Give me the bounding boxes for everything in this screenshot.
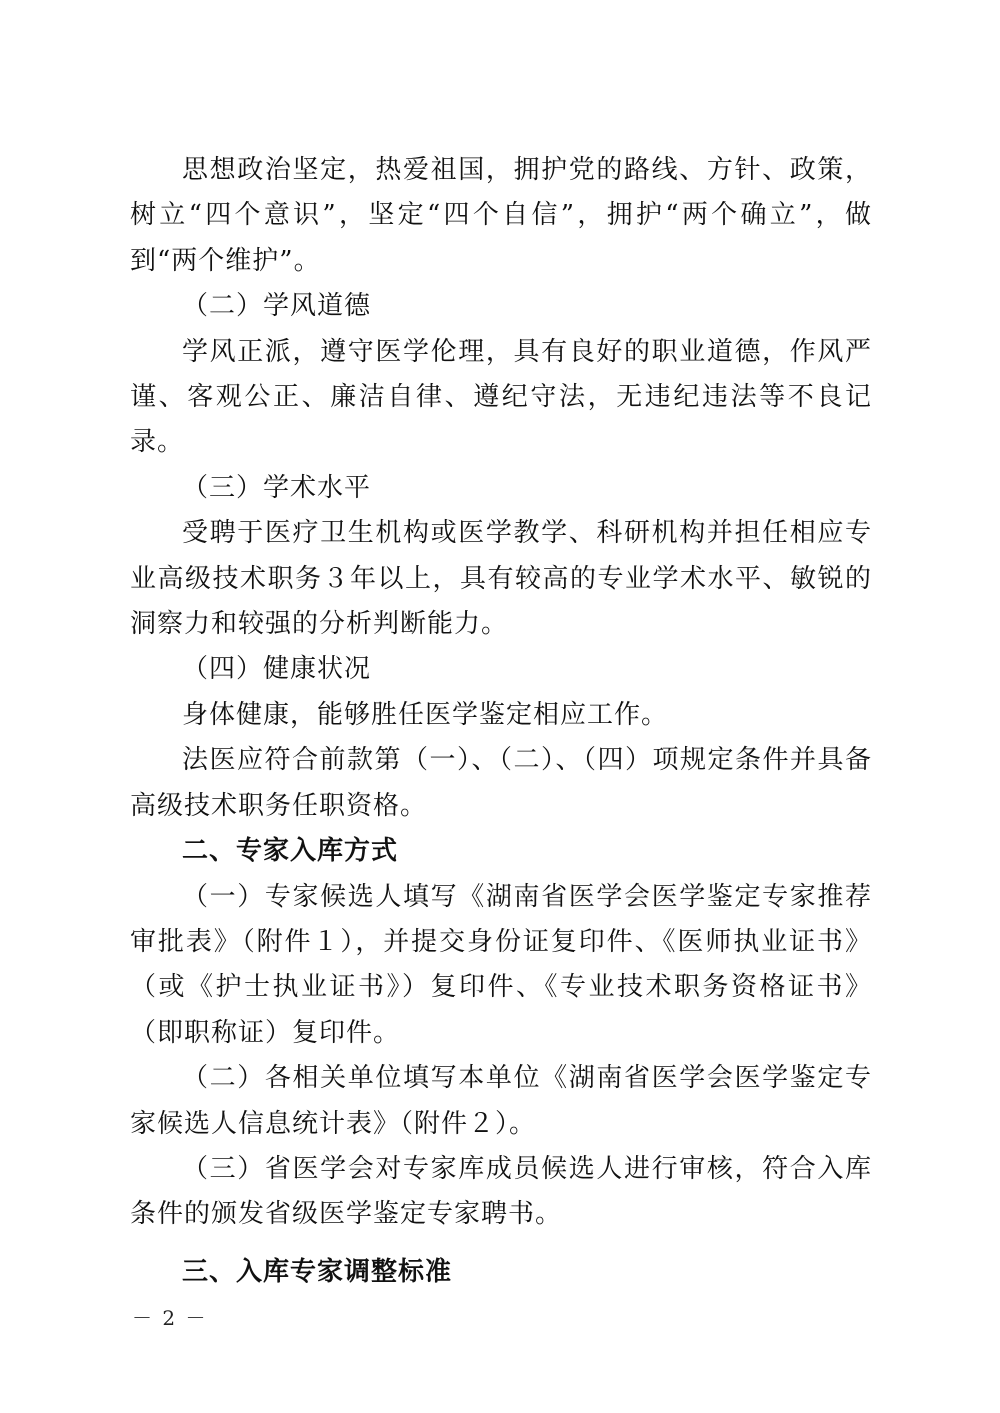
paragraph-admission-step-1: （一）专家候选人填写《湖南省医学会医学鉴定专家推荐审批表》（附件１），并提交身份证复印件、《医师执业证书》（或《护士执业证书》）复印件、《专业技术职务资格证书》（即职称证）复印件。: [130, 881, 872, 1048]
subheading-health-status: （四）健康状况: [182, 654, 372, 685]
paragraph-political-requirements: 思想政治坚定，热爱祖国，拥护党的路线、方针、政策，树立“四个意识”，坚定“四个自信”，拥护“两个确立”，做到“两个维护”。: [130, 155, 872, 276]
paragraph-health-status: 身体健康，能够胜任医学鉴定相应工作。: [182, 699, 669, 730]
subheading-academic-level: （三）学术水平: [182, 472, 372, 503]
heading-expert-admission-method: 二、专家入库方式: [182, 836, 399, 867]
paragraph-admission-step-3: （三）省医学会对专家库成员候选人进行审核，符合入库条件的颁发省级医学鉴定专家聘书。: [130, 1153, 872, 1230]
document-body: [130, 148, 872, 1295]
paragraph-admission-step-2: （二）各相关单位填写本单位《湖南省医学会医学鉴定专家候选人信息统计表》（附件２）。: [130, 1063, 872, 1139]
paragraph-academic-ethics: 学风正派，遵守医学伦理，具有良好的职业道德，作风严谨、客观公正、廉洁自律、遵纪守法，无违纪违法等不良记录。: [130, 336, 872, 458]
paragraph-forensic-requirements: 法医应符合前款第（一）、（二）、（四）项规定条件并具备高级技术职务任职资格。: [130, 745, 872, 821]
page-number: － 2 －: [132, 1306, 208, 1330]
paragraph-academic-level: 受聘于医疗卫生机构或医学教学、科研机构并担任相应专业高级技术职务３年以上，具有较高的专业学术水平、敏锐的洞察力和较强的分析判断能力。: [130, 518, 872, 640]
subheading-academic-ethics: （二）学风道德: [182, 291, 372, 322]
heading-expert-adjustment-standards: 三、入库专家调整标准: [182, 1256, 453, 1287]
